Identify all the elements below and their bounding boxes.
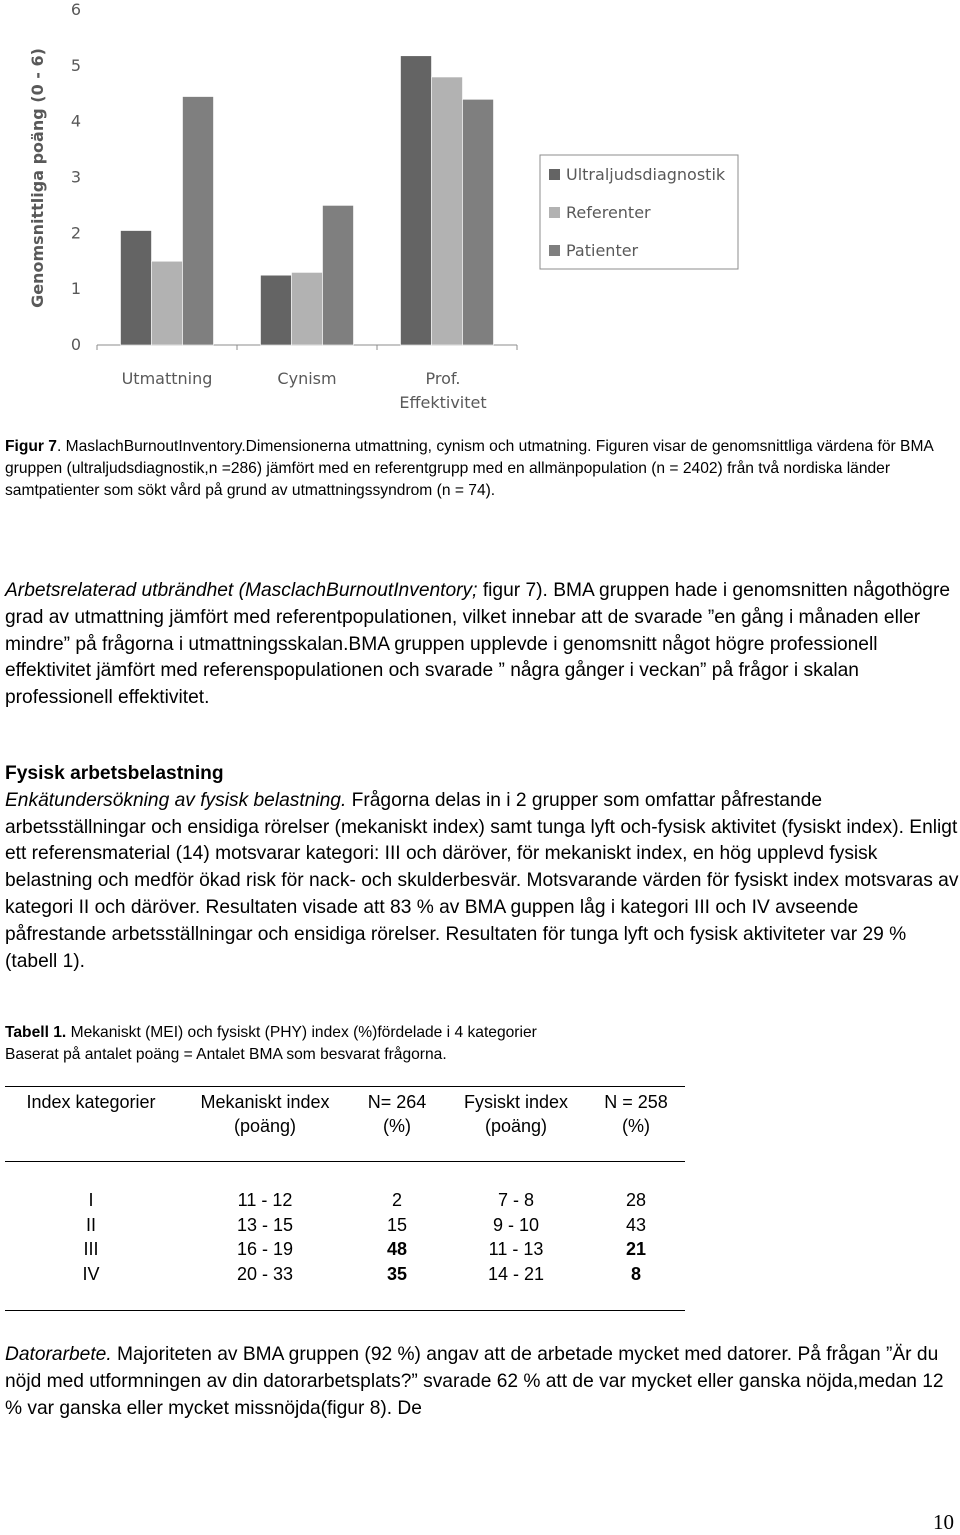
table-header-cell: Mekaniskt index <box>200 1092 330 1112</box>
table-cell: 11 - 12 <box>237 1190 293 1210</box>
table-header-cell: N = 258 <box>604 1092 668 1112</box>
table-header-cell: (%) <box>383 1116 411 1136</box>
legend-label: Patienter <box>566 241 639 260</box>
bar-chart <box>0 0 745 420</box>
table-header-cell: Index kategorier <box>26 1092 156 1112</box>
table-cell: 14 - 21 <box>487 1263 545 1284</box>
bar <box>432 77 463 345</box>
table-top-rule <box>5 1086 685 1087</box>
x-category-label: Effektivitet <box>399 393 487 412</box>
figure-caption <box>5 436 955 502</box>
table-cell: 16 - 19 <box>236 1239 294 1259</box>
physical-load-lead: Enkätundersökning av fysisk belastning. <box>5 789 347 811</box>
figure-label: Figur 7 <box>5 438 57 455</box>
y-tick-label: 5 <box>70 55 82 75</box>
table-header-cell: N= 264 <box>367 1092 427 1112</box>
bar <box>261 275 292 345</box>
table-cell: 35 <box>386 1263 408 1284</box>
table-cell: 8 <box>630 1263 641 1284</box>
table-cell: 7 - 8 <box>497 1190 535 1210</box>
table-cell: 15 <box>386 1214 408 1235</box>
table-cell: IV <box>82 1263 100 1284</box>
x-category-label: Cynism <box>277 369 337 388</box>
table-cell: 28 <box>625 1190 647 1210</box>
section-heading: Fysisk arbetsbelastning <box>5 763 224 784</box>
bar <box>183 97 214 345</box>
y-tick-label: 0 <box>70 335 82 354</box>
bar <box>401 56 432 345</box>
table-header-cell: (poäng) <box>484 1116 548 1136</box>
table-cell: 9 - 10 <box>492 1214 540 1235</box>
bar <box>292 272 323 345</box>
legend-label: Ultraljudsdiagnostik <box>566 165 726 184</box>
burnout-text: BMA gruppen hade i genomsnitten någothögre grad av utmattning jämfört med referentpopulationen, vilket innebar att de svarade ”en gång i månaden eller mindre” på frågorna i utmattningsskalan.BMA gruppen upplevde i genomsnitt något högre professionell effektivitet jämfört med referenspopulationen och svarade ” några gånger i veckan” på frågor i skalan professionell effektivitet. <box>5 580 951 709</box>
table-caption <box>5 1022 537 1066</box>
table-cell: I <box>88 1190 94 1210</box>
y-tick-label: 3 <box>70 167 82 187</box>
table-cell: 43 <box>625 1214 647 1235</box>
table-cell: 11 - 13 <box>488 1239 544 1259</box>
bar <box>323 205 354 345</box>
figure-caption-text: . MaslachBurnoutInventory.Dimensionerna utmattning, cynism och utmatning. Figuren visar de genomsnittliga värdena för BMA gruppen (ultraljudsdiagnostik,n =286) jämfört med en referentgrupp med en allmänpopulation (n = 2402) från två nordiska länder samtpatienter som sökt vård på grund av utmattningssyndrom (n = 74). <box>5 438 933 499</box>
y-tick-label: 1 <box>70 279 82 299</box>
table-cell: II <box>85 1214 96 1235</box>
table-cell: 13 - 15 <box>236 1214 294 1235</box>
bar <box>152 261 183 345</box>
y-tick-label: 4 <box>70 111 82 131</box>
page-number: 10 <box>933 1510 954 1534</box>
computer-work-lead: Datorarbete. <box>5 1344 112 1365</box>
legend-swatch <box>549 245 560 256</box>
computer-work-paragraph <box>5 1342 960 1422</box>
y-axis-label: Genomsnittliga poäng (0 - 6) <box>28 48 47 308</box>
table-label: Tabell 1. <box>5 1024 67 1041</box>
table-header-cell: (poäng) <box>233 1116 297 1136</box>
physical-load-text: Frågorna delas in i 2 grupper som omfattar påfrestande arbetsställningar och ensidiga rörelser (mekaniskt index) samt tunga lyft och-fysisk aktivitet (fysiskt index). Enligt ett referensmaterial (14) motsvarar kategori: III och däröver, för mekaniskt index, en hög upplevd fysisk belastning och medför ökad risk för nack- och skulderbesvär. Motsvarande värden för fysiskt index motsvaras av kategori II och däröver. Resultaten visade att 83 % av BMA guppen låg i kategori III och IV avseende påfrestande arbetsställningar och ensidiga rörelser. Resultaten för tunga lyft och fysisk aktiviteter var 29 % (tabell 1). <box>5 789 959 972</box>
table-header-cell: Fysiskt index <box>463 1092 569 1112</box>
table-cell: 2 <box>391 1190 402 1210</box>
y-tick-label: 6 <box>70 0 82 19</box>
table-header-rule <box>5 1161 685 1162</box>
table-bottom-rule <box>5 1310 685 1311</box>
burnout-paragraph <box>5 578 960 712</box>
legend-swatch <box>549 207 560 218</box>
physical-load-section <box>5 761 960 975</box>
table-cell: 48 <box>386 1239 408 1259</box>
burnout-lead: Arbetsrelaterad utbrändhet (MasclachBurnoutInventory; <box>5 580 478 601</box>
computer-work-text: Majoriteten av BMA gruppen (92 %) angav att de arbetade mycket med datorer. På frågan ”Är du nöjd med utformningen av din datorarbetsplats?” svarade 62 % att de var mycket eller ganska nöjda,medan 12 % var ganska eller mycket missnöjda(figur 8). De <box>5 1344 944 1419</box>
y-tick-label: 2 <box>70 223 82 243</box>
legend-label: Referenter <box>566 203 651 222</box>
legend-swatch <box>549 169 560 180</box>
bar <box>121 231 152 345</box>
table-cell: 20 - 33 <box>236 1263 294 1284</box>
x-category-label: Prof. <box>425 369 461 388</box>
table-header-cell: (%) <box>622 1116 650 1136</box>
table-cell: III <box>83 1239 99 1259</box>
table-cell: 21 <box>625 1239 647 1259</box>
physical-load-paragraph <box>5 788 960 976</box>
x-category-label: Utmattning <box>121 369 213 388</box>
table-caption-line2: Baserat på antalet poäng = Antalet BMA som besvarat frågorna. <box>5 1046 447 1063</box>
bar <box>463 99 494 345</box>
burnout-lead-ref: figur 7). <box>477 580 548 601</box>
table-caption-text: Mekaniskt (MEI) och fysiskt (PHY) index (%)fördelade i 4 kategorier <box>66 1024 537 1041</box>
